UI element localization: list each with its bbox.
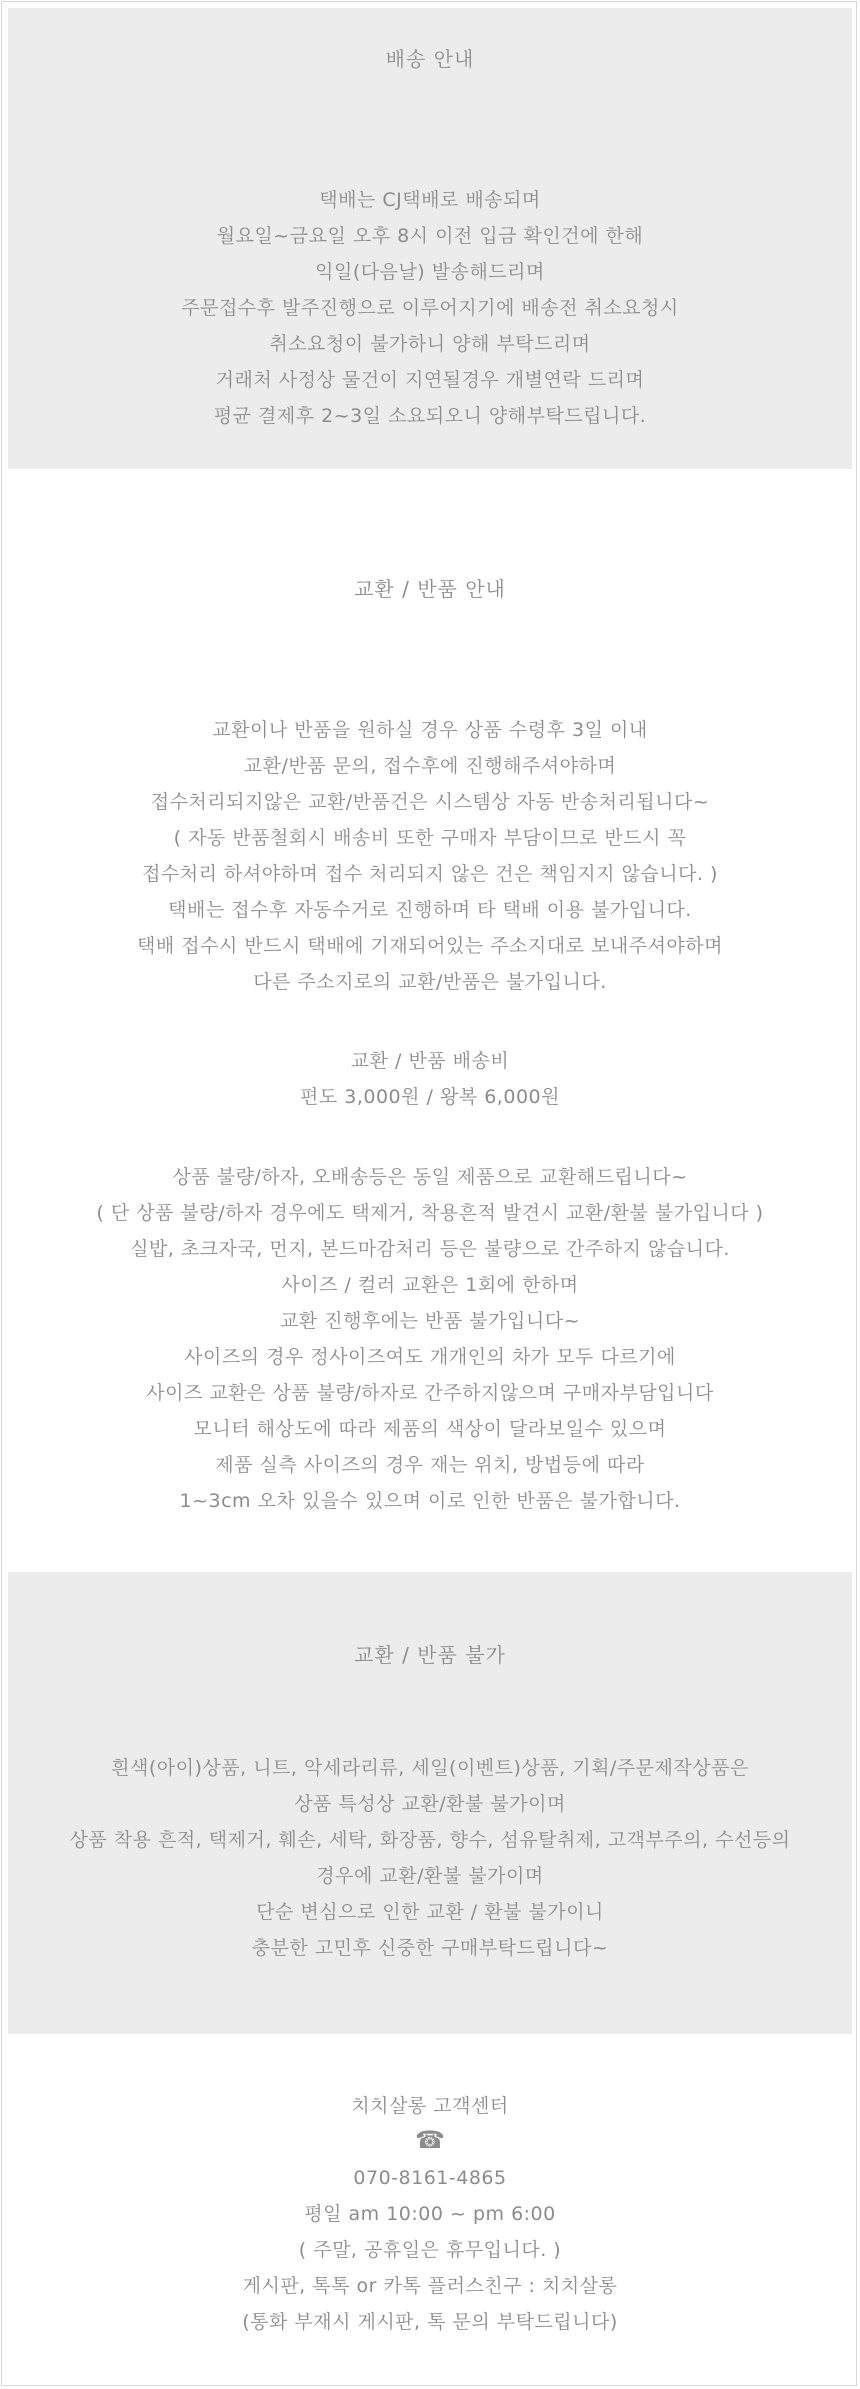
exchange-line: 접수처리 하셔야하며 접수 처리되지 않은 건은 책임지지 않습니다. ) <box>142 863 718 885</box>
exchange-note: 제품 실측 사이즈의 경우 재는 위치, 방법등에 따라 <box>215 1454 645 1476</box>
no-exchange-title: 교환 / 반품 불가 <box>354 1643 506 1667</box>
exchange-line: ( 자동 반품철회시 배송비 또한 구매자 부담이므로 반드시 꼭 <box>173 827 687 849</box>
shipping-line: 익일(다음날) 발송해드리며 <box>315 261 545 283</box>
exchange-note: ( 단 상품 불량/하자 경우에도 택제거, 착용흔적 발견시 교환/환불 불가입니다 ) <box>96 1202 764 1224</box>
shipping-line: 취소요청이 불가하니 양해 부탁드리며 <box>269 333 591 355</box>
contact-phone: 070-8161-4865 <box>353 2167 507 2189</box>
exchange-line: 택배 접수시 반드시 택배에 기재되어있는 주소지대로 보내주셔야하며 <box>136 935 723 957</box>
shipping-line: 거래처 사정상 물건이 지연될경우 개별연락 드리며 <box>215 369 645 391</box>
no-exchange-line: 상품 특성상 교환/환불 불가이며 <box>294 1793 566 1815</box>
shipping-line: 월요일~금요일 오후 8시 이전 입금 확인건에 한해 <box>216 225 644 247</box>
exchange-note: 사이즈 교환은 상품 불량/하자로 간주하지않으며 구매자부담입니다 <box>146 1382 714 1404</box>
exchange-notes <box>8 1159 852 1519</box>
contact-block <box>8 2088 852 2340</box>
exchange-note: 실밥, 초크자국, 먼지, 본드마감처리 등은 불량으로 간주하지 않습니다. <box>130 1238 730 1260</box>
exchange-line: 접수처리되지않은 교환/반품건은 시스템상 자동 반송처리됩니다~ <box>150 791 710 813</box>
exchange-note: 모니터 해상도에 따라 제품의 색상이 달라보일수 있으며 <box>193 1418 667 1440</box>
shipping-line: 주문접수후 발주진행으로 이루어지기에 배송전 취소요청시 <box>181 297 679 319</box>
shipping-section <box>8 8 852 469</box>
contact-note: (통화 부재시 게시판, 톡 문의 부탁드립니다) <box>242 2311 618 2333</box>
exchange-note: 교환 진행후에는 반품 불가입니다~ <box>280 1310 580 1332</box>
no-exchange-lines <box>8 1750 852 1966</box>
exchange-note: 사이즈의 경우 정사이즈여도 개개인의 차가 모두 다르기에 <box>184 1346 676 1368</box>
exchange-note: 사이즈 / 컬러 교환은 1회에 한하며 <box>281 1274 579 1296</box>
exchange-line: 교환이나 반품을 원하실 경우 상품 수령후 3일 이내 <box>212 719 648 741</box>
phone-icon: ☎ <box>415 2126 445 2154</box>
no-exchange-line: 흰색(아이)상품, 니트, 악세라리류, 세일(이벤트)상품, 기획/주문제작상품은 <box>111 1757 749 1779</box>
exchange-note: 1~3cm 오차 있을수 있으며 이로 인한 반품은 불가합니다. <box>179 1490 681 1512</box>
exchange-fee <box>8 1043 852 1115</box>
contact-section <box>8 2034 852 2374</box>
no-exchange-section <box>8 1572 852 2034</box>
contact-title: 치치살롱 고객센터 <box>351 2095 509 2117</box>
exchange-note: 상품 불량/하자, 오배송등은 동일 제품으로 교환해드립니다~ <box>172 1166 688 1188</box>
contact-holiday: ( 주말, 공휴일은 휴무입니다. ) <box>298 2239 562 2261</box>
exchange-fee-title: 교환 / 반품 배송비 <box>350 1050 510 1072</box>
exchange-line: 택배는 접수후 자동수거로 진행하며 타 택배 이용 불가입니다. <box>168 899 692 921</box>
exchange-line: 교환/반품 문의, 접수후에 진행해주셔야하며 <box>243 755 617 777</box>
contact-channels: 게시판, 톡톡 or 카톡 플러스친구 : 치치살롱 <box>242 2275 618 2297</box>
exchange-lines <box>8 712 852 1000</box>
shipping-line: 평균 결제후 2~3일 소요되오니 양해부탁드립니다. <box>213 405 647 427</box>
no-exchange-line: 충분한 고민후 신중한 구매부탁드립니다~ <box>251 1937 609 1959</box>
no-exchange-line: 경우에 교환/환불 불가이며 <box>316 1865 544 1887</box>
exchange-line: 다른 주소지로의 교환/반품은 불가입니다. <box>253 971 607 993</box>
no-exchange-line: 단순 변심으로 인한 교환 / 환불 불가이니 <box>256 1901 604 1923</box>
no-exchange-line: 상품 착용 흔적, 택제거, 훼손, 세탁, 화장품, 향수, 섬유탈취제, 고객부주의, 수선등의 <box>69 1829 791 1851</box>
shipping-line: 택배는 CJ택배로 배송되며 <box>319 189 541 211</box>
exchange-fee-line: 편도 3,000원 / 왕복 6,000원 <box>300 1086 560 1108</box>
shipping-lines <box>8 182 852 434</box>
contact-hours: 평일 am 10:00 ~ pm 6:00 <box>304 2203 556 2225</box>
exchange-title: 교환 / 반품 안내 <box>354 577 506 601</box>
shipping-title: 배송 안내 <box>385 47 475 71</box>
exchange-section <box>8 469 852 1569</box>
